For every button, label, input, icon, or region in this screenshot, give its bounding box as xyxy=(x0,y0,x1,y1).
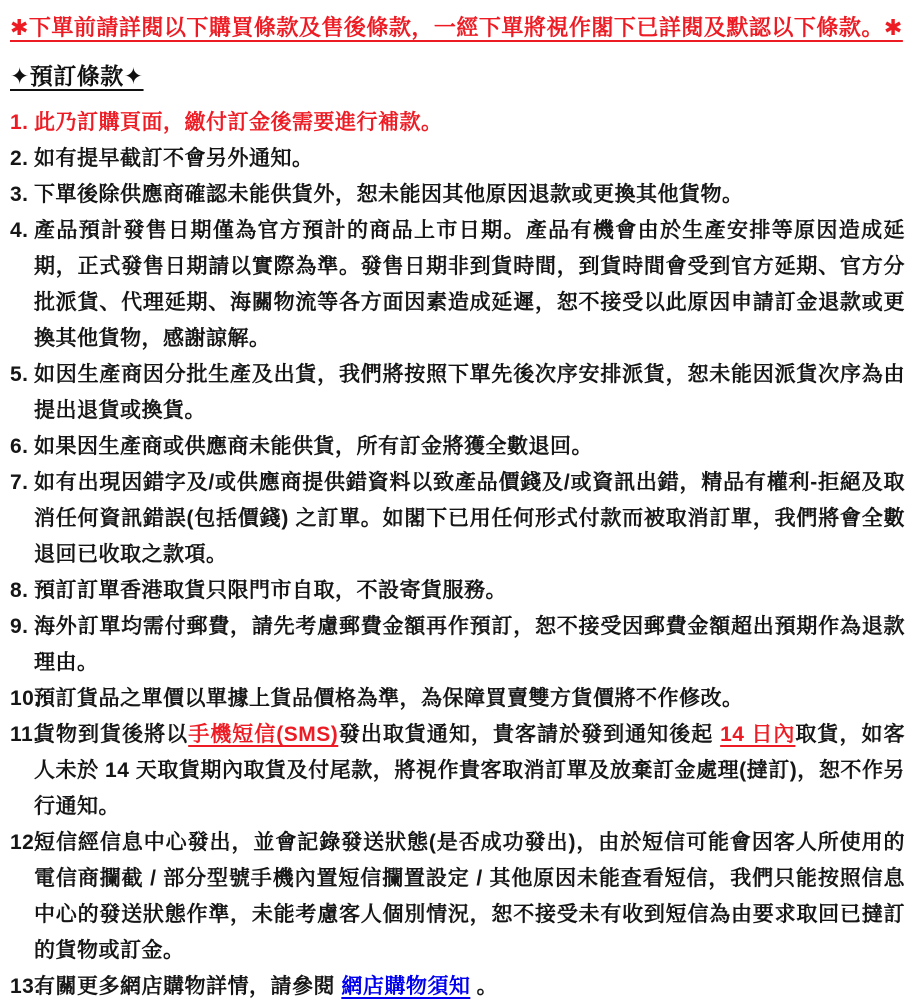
term-text-segment: 發出取貨通知，貴客請於發到通知後起 xyxy=(338,723,721,746)
term-item-12 xyxy=(10,825,905,969)
term-number: 10. xyxy=(10,687,41,710)
term-item-5 xyxy=(10,357,905,429)
term-text: 下單後除供應商確認未能供貨外，恕未能因其他原因退款或更換其他貨物。 xyxy=(34,183,744,206)
term-item-4 xyxy=(10,213,905,357)
term-number: 3. xyxy=(10,183,29,206)
term-item-6 xyxy=(10,429,905,465)
shop-guide-link[interactable]: 網店購物須知 xyxy=(341,975,471,998)
term-text-segment: 取貨，如客人未於 14 天取貨期內取貨及付尾款，將視作貴客取消訂單及放棄訂金處理(撻訂)，恕不作另行通知。 xyxy=(34,723,906,818)
term-number: 9. xyxy=(10,615,29,638)
term-number: 1. xyxy=(10,111,29,134)
term-number: 7. xyxy=(10,471,29,494)
term-text-segment: 貨物到貨後將以 xyxy=(34,723,189,746)
term-number: 4. xyxy=(10,219,29,242)
terms-list xyxy=(10,105,905,1005)
term-text: 產品預計發售日期僅為官方預計的商品上市日期。產品有機會由於生產安排等原因造成延期，正式發售日期請以實際為準。發售日期非到貨時間，到貨時間會受到官方延期、官方分批派貨、代理延期、海關物流等各方面因素造成延遲，恕不接受以此原因申請訂金退款或更換其他貨物，感謝諒解。 xyxy=(34,219,905,350)
term-text: 短信經信息中心發出，並會記錄發送狀態(是否成功發出)，由於短信可能會因客人所使用的電信商攔截 / 部分型號手機內置短信攔置設定 / 其他原因未能查看短信，我們只能按照信息中心的發送狀態作準，未能考慮客人個別情況，恕不接受未有收到短信為由要求取回已撻訂的貨物或訂金。 xyxy=(34,831,905,962)
term-text: 海外訂單均需付郵費，請先考慮郵費金額再作預訂，恕不接受因郵費金額超出預期作為退款理由。 xyxy=(34,615,905,674)
term-number: 8. xyxy=(10,579,29,602)
term-item-9 xyxy=(10,609,905,681)
term-text: 預訂訂單香港取貨只限門市自取，不設寄貨服務。 xyxy=(34,579,507,602)
preorder-terms-title: ✦預訂條款✦ xyxy=(10,63,144,89)
term-text xyxy=(34,975,498,998)
term-text-segment: 有關更多網店購物詳情，請參閱 xyxy=(34,975,342,998)
term-item-11 xyxy=(10,717,905,825)
term-number: 11. xyxy=(10,723,40,746)
term-text-segment: 。 xyxy=(470,975,499,998)
term-item-1 xyxy=(10,105,905,141)
term-number: 2. xyxy=(10,147,29,170)
term-text xyxy=(34,723,905,818)
term-text: 此乃訂購頁面，繳付訂金後需要進行補款。 xyxy=(34,111,443,134)
term-item-7 xyxy=(10,465,905,573)
purchase-terms-warning-banner: ✱下單前請詳閱以下購買條款及售後條款，一經下單將視作閣下已詳閱及默認以下條款。✱ xyxy=(10,15,903,40)
term-number: 12. xyxy=(10,831,41,854)
term-number: 6. xyxy=(10,435,29,458)
sms-notice-emphasis: 手機短信(SMS) xyxy=(188,723,339,746)
term-item-2 xyxy=(10,141,905,177)
term-text: 如因生產商因分批生產及出貨，我們將按照下單先後次序安排派貨，恕未能因派貨次序為由提出退貨或換貨。 xyxy=(34,363,905,422)
term-item-13 xyxy=(10,969,905,1005)
term-text: 如果因生產商或供應商未能供貨，所有訂金將獲全數退回。 xyxy=(34,435,593,458)
term-item-3 xyxy=(10,177,905,213)
term-item-10 xyxy=(10,681,905,717)
term-text: 如有出現因錯字及/或供應商提供錯資料以致產品價錢及/或資訊出錯，精品有權利-拒絕及取消任何資訊錯誤(包括價錢) 之訂單。如閣下已用任何形式付款而被取消訂單，我們將會全數退回已收取之款項。 xyxy=(34,471,905,566)
term-text: 如有提早截訂不會另外通知。 xyxy=(34,147,314,170)
section-title-row xyxy=(10,61,905,91)
term-item-8 xyxy=(10,573,905,609)
term-number: 5. xyxy=(10,363,29,386)
term-number: 13. xyxy=(10,975,41,998)
term-text: 預訂貨品之單價以單據上貨品價格為準，為保障買賣雙方貨價將不作修改。 xyxy=(34,687,744,710)
pickup-deadline-emphasis: 14 日內 xyxy=(720,723,796,746)
